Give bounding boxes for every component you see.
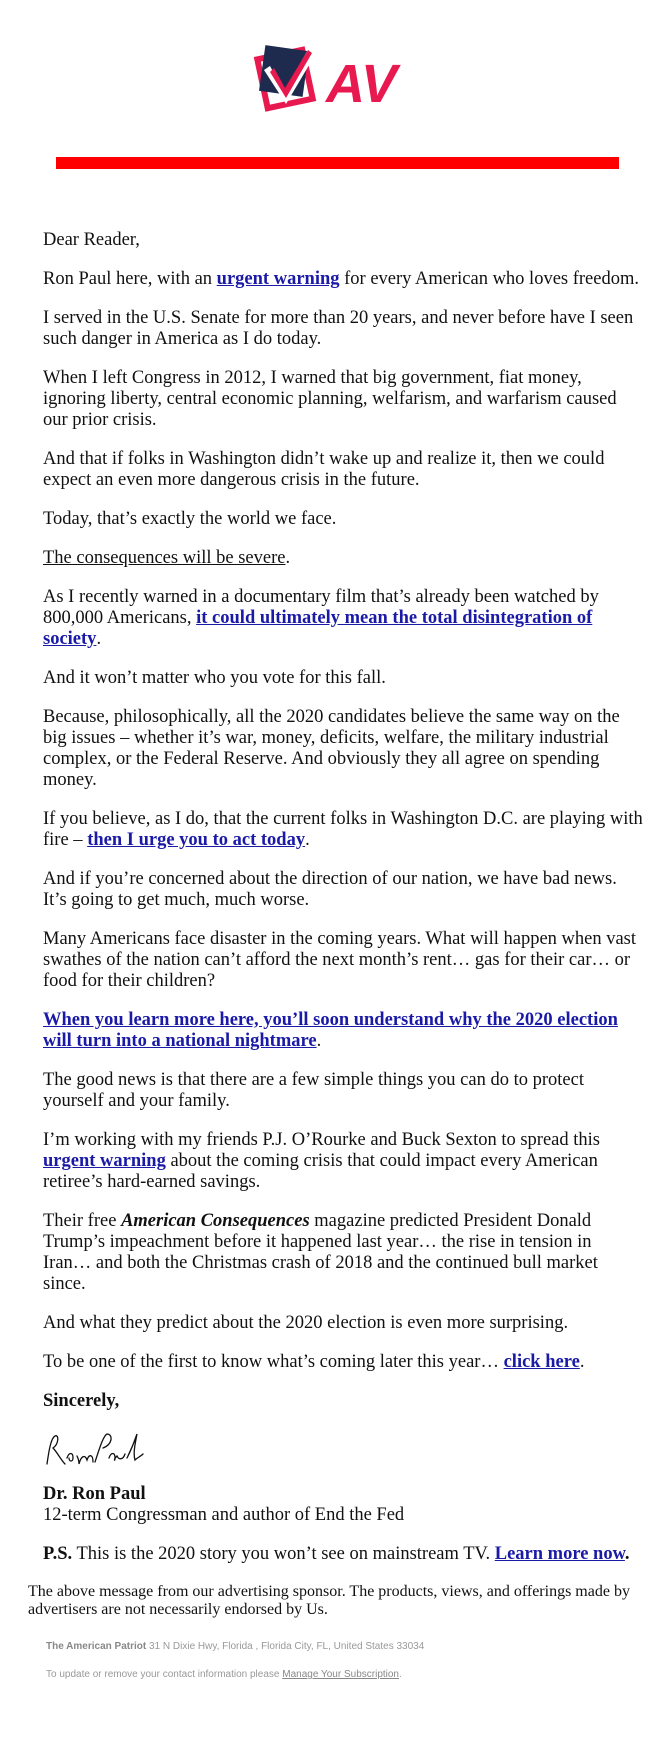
footer-address: The American Patriot 31 N Dixie Hwy, Florida , Florida City, FL, United States 33034 bbox=[46, 1641, 425, 1652]
paragraph-14: The good news is that there are a few simple things you can do to protect yourself and your family. bbox=[43, 1070, 584, 1111]
paragraph-13: When you learn more here, you’ll soon understand why the 2020 election will turn into a national nightmare. bbox=[43, 1010, 618, 1051]
national-nightmare-link[interactable]: When you learn more here, you’ll soon understand why the 2020 election will turn into a national nightmare bbox=[43, 1010, 618, 1051]
header-divider bbox=[56, 157, 619, 169]
paragraph-10: If you believe, as I do, that the current folks in Washington D.C. are playing with fire – then I urge you to act today. bbox=[43, 809, 643, 850]
signatory-name: Dr. Ron Paul bbox=[43, 1484, 146, 1504]
postscript: P.S. This is the 2020 story you won’t see on mainstream TV. Learn more now. bbox=[43, 1544, 630, 1564]
urgent-warning-link-2[interactable]: urgent warning bbox=[43, 1151, 166, 1171]
disintegration-link[interactable]: it could ultimately mean the total disintegration of society bbox=[43, 608, 593, 649]
paragraph-9: Because, philosophically, all the 2020 candidates believe the same way on the big issues – whether it’s war, money, deficits, welfare, the military industrial complex, or the Federal Reserve. And obviously they all agree on spending money. bbox=[43, 707, 620, 790]
signature bbox=[43, 1430, 153, 1470]
paragraph-5: Today, that’s exactly the world we face. bbox=[43, 509, 337, 529]
paragraph-11: And if you’re concerned about the direction of our nation, we have bad news. It’s going to get much, much worse. bbox=[43, 869, 617, 910]
closing: Sincerely, bbox=[43, 1391, 120, 1411]
greeting: Dear Reader, bbox=[43, 230, 140, 250]
paragraph-15: I’m working with my friends P.J. O’Rourke and Buck Sexton to spread this urgent warning about the coming crisis that could impact every American retiree’s hard-earned savings. bbox=[43, 1130, 600, 1192]
signatory bbox=[43, 1484, 643, 1526]
paragraph-2: I served in the U.S. Senate for more than 20 years, and never before have I seen such danger in America as I do today. bbox=[43, 308, 634, 349]
learn-more-link[interactable]: Learn more now bbox=[494, 1544, 625, 1564]
paragraph-6: The consequences will be severe. bbox=[43, 548, 291, 568]
paragraph-7: As I recently warned in a documentary film that’s already been watched by 800,000 Americans, it could ultimately mean the total disintegration of society. bbox=[43, 587, 599, 649]
sponsor-disclaimer: The above message from our advertising sponsor. The products, views, and offerings made by advertisers are not necessarily endorsed by Us. bbox=[28, 1583, 630, 1618]
paragraph-17: And what they predict about the 2020 election is even more surprising. bbox=[43, 1313, 569, 1333]
paragraph-16: Their free American Consequences magazine predicted President Donald Trump’s impeachment before it happened last year… the rise in tension in Iran… and both the Christmas crash of 2018 and the continued bull market since. bbox=[43, 1211, 598, 1294]
paragraph-18: To be one of the first to know what’s coming later this year… click here. bbox=[43, 1352, 585, 1372]
footer-manage: To update or remove your contact information please Manage Your Subscription. bbox=[46, 1669, 402, 1680]
paragraph-3: When I left Congress in 2012, I warned that big government, fiat money, ignoring liberty, central economic planning, welfarism, and warfarism caused our prior crisis. bbox=[43, 368, 617, 430]
logo-text: AV bbox=[326, 54, 398, 114]
letter-body bbox=[43, 230, 643, 1583]
paragraph-1: Ron Paul here, with an urgent warning for every American who loves freedom. bbox=[43, 269, 639, 289]
signatory-title: 12-term Congressman and author of End the Fed bbox=[43, 1505, 405, 1525]
paragraph-4: And that if folks in Washington didn’t wake up and realize it, then we could expect an even more dangerous crisis in the future. bbox=[43, 449, 605, 490]
paragraph-12: Many Americans face disaster in the coming years. What will happen when vast swathes of the nation can’t afford the next month’s rent… gas for their car… or food for their children? bbox=[43, 929, 637, 991]
urgent-warning-link[interactable]: urgent warning bbox=[216, 269, 340, 289]
paragraph-8: And it won’t matter who you vote for this fall. bbox=[43, 668, 386, 688]
act-today-link[interactable]: then I urge you to act today bbox=[87, 830, 306, 850]
av-logo bbox=[248, 44, 424, 124]
manage-subscription-link[interactable]: Manage Your Subscription bbox=[282, 1669, 399, 1680]
click-here-link[interactable]: click here bbox=[503, 1352, 580, 1372]
